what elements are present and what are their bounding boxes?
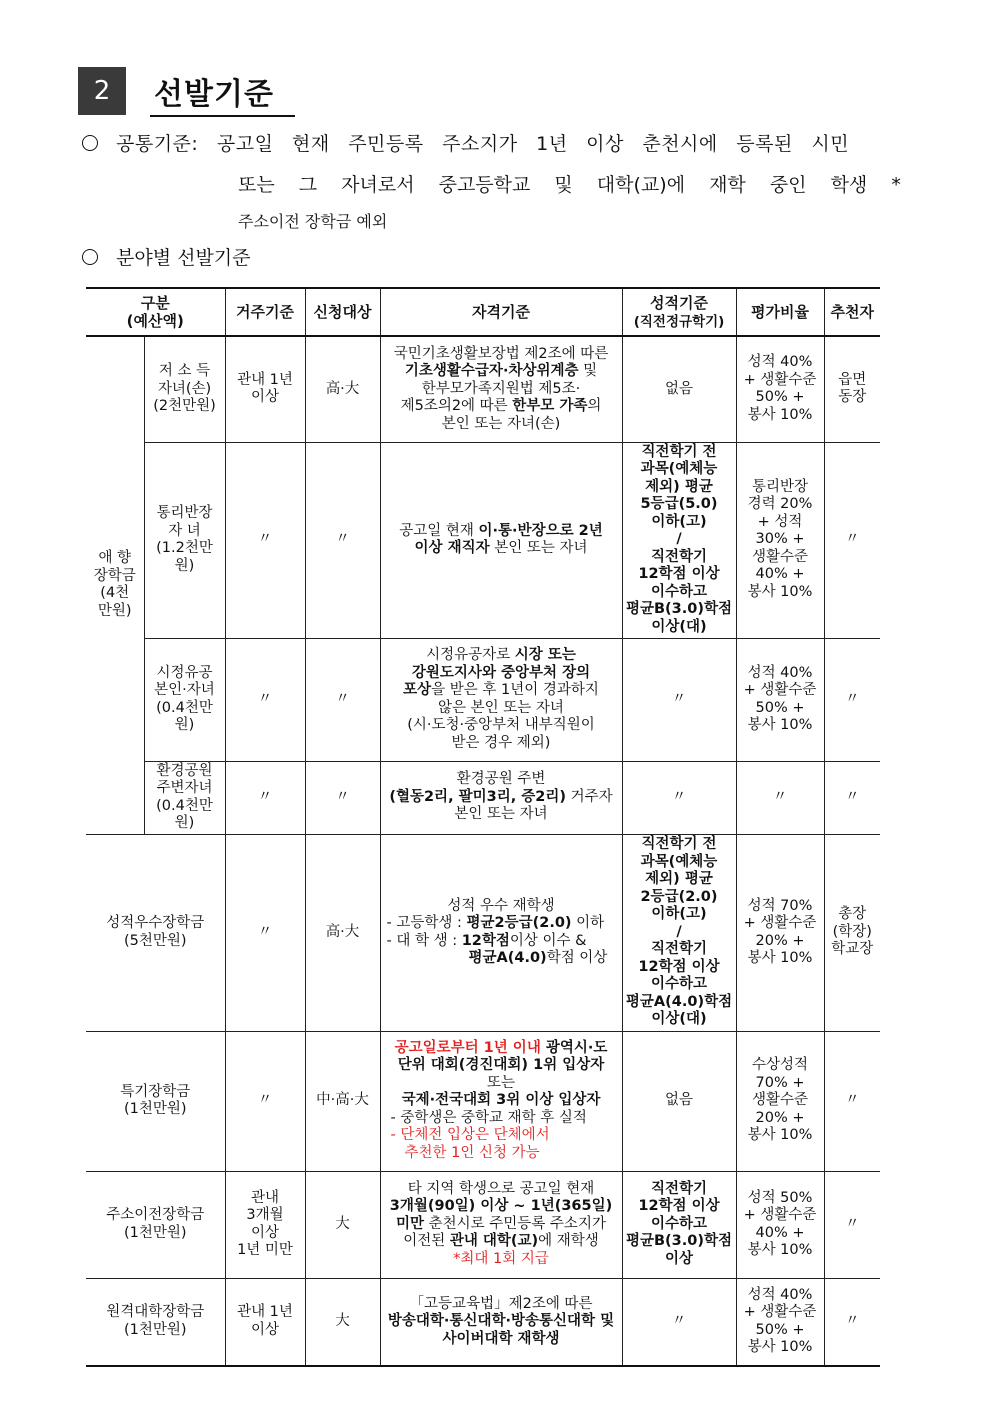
row-residence: 〃 [225, 638, 305, 761]
row-residence: 관내 3개월 이상 1년 미만 [225, 1171, 305, 1278]
row-recommender: 〃 [824, 638, 880, 761]
row-target: 〃 [305, 638, 380, 761]
row-name: 통리반장 자 녀 (1.2천만원) [144, 442, 225, 638]
row-name: 성적우수장학금 (5천만원) [86, 834, 225, 1031]
row-recommender: 〃 [824, 1031, 880, 1171]
table-header-row [86, 288, 880, 336]
row-grade: 〃 [622, 638, 736, 761]
row-name: 원격대학장학금 (1천만원) [86, 1278, 225, 1366]
row-grade: 직전학기 전 과목(예체능 제외) 평균 5등급(5.0) 이하(고) / 직전학기 12학점 이상 이수하고 평균B(3.0)학점 이상(대) [622, 442, 736, 638]
row-qualification: 공고일 현재 이·통·반장으로 2년 이상 재직자 본인 또는 자녀 [380, 442, 622, 638]
row-qualification: 환경공원 주변 (혈동2리, 팔미3리, 증2리) 거주자 본인 또는 자녀 [380, 761, 622, 834]
row-qualification: 시정유공자로 시장 또는 강원도지사와 중앙부처 장의 포상을 받은 후 1년이 경과하지 않은 본인 또는 자녀 (시·도청·중앙부처 내부직원이 받은 경우 제외) [380, 638, 622, 761]
row-recommender: 읍면 동장 [824, 336, 880, 442]
header-residence: 거주기준 [225, 288, 305, 336]
row-ratio: 수상성적 70% + 생활수준 20% + 봉사 10% [736, 1031, 824, 1171]
row-ratio: 성적 70% + 생활수준 20% + 봉사 10% [736, 834, 824, 1031]
row-recommender: 〃 [824, 761, 880, 834]
section-title: 선발기준 [154, 77, 274, 112]
row-grade: 없음 [622, 1031, 736, 1171]
header-qualification: 자격기준 [380, 288, 622, 336]
row-ratio: 성적 40% + 생활수준 50% + 봉사 10% [736, 336, 824, 442]
table-row [86, 638, 880, 761]
title-underline [150, 115, 295, 117]
row-ratio: 통리반장 경력 20% + 성적 30% + 생활수준 40% + 봉사 10% [736, 442, 824, 638]
row-recommender: 〃 [824, 1278, 880, 1366]
row-ratio: 성적 40% + 생활수준 50% + 봉사 10% [736, 1278, 824, 1366]
row-grade: 〃 [622, 1278, 736, 1366]
row-target: 〃 [305, 442, 380, 638]
row-residence: 〃 [225, 1031, 305, 1171]
criteria-table [86, 287, 880, 1367]
row-qualification: 공고일로부터 1년 이내 광역시·도 단위 대회(경진대회) 1위 입상자 또는 국제·전국대회 3위 이상 입상자 - 중학생은 중학교 재학 후 실적 - 단체전 입상은 단체에서 추천한 1인 신청 가능 [380, 1031, 622, 1171]
row-name: 저 소 득 자녀(손) (2천만원) [144, 336, 225, 442]
row-name: 주소이전장학금 (1천만원) [86, 1171, 225, 1278]
common-criteria-cont: 또는 그 자녀로서 중고등학교 및 대학(교)에 재학 중인 학생 * [238, 174, 901, 196]
row-name: 특기장학금 (1천만원) [86, 1031, 225, 1171]
field-criteria-heading: 분야별 선발기준 [82, 245, 251, 271]
row-qualification: 「고등교육법」제2조에 따른 방송대학·통신대학·방송통신대학 및 사이버대학 재학생 [380, 1278, 622, 1366]
row-grade: 직전학기 12학점 이상 이수하고 평균B(3.0)학점 이상 [622, 1171, 736, 1278]
table-row [86, 336, 880, 442]
row-target: 中·高·大 [305, 1031, 380, 1171]
row-target: 高·大 [305, 834, 380, 1031]
row-grade: 직전학기 전 과목(예체능 제외) 평균 2등급(2.0) 이하(고) / 직전학기 12학점 이상 이수하고 평균A(4.0)학점 이상(대) [622, 834, 736, 1031]
header-recommender: 추천자 [824, 288, 880, 336]
table-row [86, 442, 880, 638]
row-recommender: 총장 (학장) 학교장 [824, 834, 880, 1031]
section-header [78, 66, 274, 116]
row-qualification: 국민기초생활보장법 제2조에 따른 기초생활수급자·차상위계층 및 한부모가족지원법 제5조· 제5조의2에 따른 한부모 가족의 본인 또는 자녀(손) [380, 336, 622, 442]
table-row [86, 1278, 880, 1366]
header-target: 신청대상 [305, 288, 380, 336]
header-category: 구분 (예산액) [86, 288, 225, 336]
row-ratio: 성적 40% + 생활수준 50% + 봉사 10% [736, 638, 824, 761]
row-residence: 관내 1년 이상 [225, 336, 305, 442]
row-qualification: 성적 우수 재학생 - 고등학생 : 평균2등급(2.0) 이하 - 대 학 생 : 12학점이상 이수 & 평균A(4.0)학점 이상 [380, 834, 622, 1031]
row-grade: 〃 [622, 761, 736, 834]
common-criteria-exception: 주소이전 장학금 예외 [238, 212, 388, 231]
table-row [86, 1171, 880, 1278]
row-recommender: 〃 [824, 442, 880, 638]
circle-bullet-icon [82, 249, 98, 265]
table-row [86, 834, 880, 1031]
row-residence: 관내 1년 이상 [225, 1278, 305, 1366]
table-row [86, 1031, 880, 1171]
row-ratio: 〃 [736, 761, 824, 834]
common-criteria: 공통기준: 공고일 현재 주민등록 주소지가 1년 이상 춘천시에 등록된 시민 [82, 131, 849, 157]
row-ratio: 성적 50% + 생활수준 40% + 봉사 10% [736, 1171, 824, 1278]
table-row [86, 761, 880, 834]
row-residence: 〃 [225, 761, 305, 834]
aehyang-category: 애 향 장학금 (4천 만원) [86, 336, 144, 834]
row-target: 〃 [305, 761, 380, 834]
row-residence: 〃 [225, 834, 305, 1031]
row-name: 시정유공 본인·자녀 (0.4천만원) [144, 638, 225, 761]
row-target: 大 [305, 1278, 380, 1366]
header-grade: 성적기준 (직전정규학기) [622, 288, 736, 336]
section-number: 2 [78, 67, 126, 115]
row-residence: 〃 [225, 442, 305, 638]
row-target: 高·大 [305, 336, 380, 442]
row-name: 환경공원 주변자녀 (0.4천만원) [144, 761, 225, 834]
row-recommender: 〃 [824, 1171, 880, 1278]
header-ratio: 평가비율 [736, 288, 824, 336]
row-grade: 없음 [622, 336, 736, 442]
row-target: 大 [305, 1171, 380, 1278]
row-qualification: 타 지역 학생으로 공고일 현재 3개월(90일) 이상 ~ 1년(365일) 미만 춘천시로 주민등록 주소지가 이전된 관내 대학(교)에 재학생 *최대 1회 지급 [380, 1171, 622, 1278]
circle-bullet-icon [82, 135, 98, 151]
